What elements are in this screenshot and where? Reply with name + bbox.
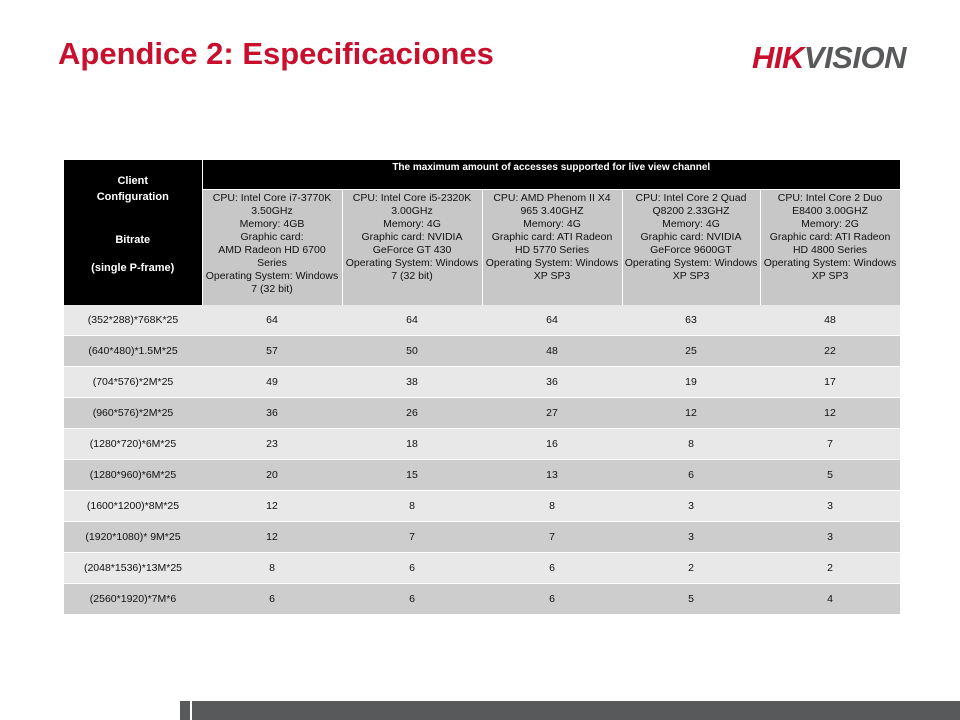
channel-count-cell: 8 — [482, 491, 622, 522]
config-header-cell — [622, 190, 760, 306]
channel-count-cell: 17 — [760, 367, 900, 398]
bitrate-cell: (2048*1536)*13M*25 — [64, 553, 202, 584]
channel-count-cell: 63 — [622, 305, 760, 336]
channel-count-cell: 6 — [622, 460, 760, 491]
config-line: Memory: 4G — [523, 218, 581, 230]
footer-notch — [180, 701, 190, 720]
channel-count-cell: 2 — [622, 553, 760, 584]
bitrate-cell: (704*576)*2M*25 — [64, 367, 202, 398]
config-header-cell — [202, 190, 342, 306]
config-line: Memory: 4G — [383, 218, 441, 230]
table-row — [64, 460, 900, 491]
corner-client-label: Client — [117, 175, 149, 187]
corner-header-cell — [64, 160, 202, 305]
config-header-cell — [482, 190, 622, 306]
config-line: CPU: Intel Core 2 Duo E8400 3.00GHZ — [777, 192, 883, 217]
channel-count-cell: 3 — [622, 522, 760, 553]
channel-count-cell: 64 — [202, 305, 342, 336]
config-line: CPU: Intel Core 2 Quad Q8200 2.33GHZ — [635, 192, 747, 217]
channel-count-cell: 6 — [342, 553, 482, 584]
channel-count-cell: 6 — [342, 584, 482, 615]
config-line: Operating System: Windows 7 (32 bit) — [205, 270, 339, 295]
channel-count-cell: 26 — [342, 398, 482, 429]
config-line: Operating System: Windows XP SP3 — [485, 257, 619, 282]
channel-count-cell: 3 — [760, 522, 900, 553]
channel-count-cell: 64 — [342, 305, 482, 336]
channel-count-cell: 23 — [202, 429, 342, 460]
channel-count-cell: 22 — [760, 336, 900, 367]
max-access-header: The maximum amount of accesses supported for live view channel — [202, 160, 900, 190]
bitrate-cell: (960*576)*2M*25 — [64, 398, 202, 429]
corner-pframe-label: (single P-frame) — [91, 262, 175, 274]
table-row — [64, 429, 900, 460]
channel-count-cell: 8 — [342, 491, 482, 522]
channel-count-cell: 12 — [760, 398, 900, 429]
channel-count-cell: 6 — [482, 553, 622, 584]
channel-count-cell: 16 — [482, 429, 622, 460]
config-line: Graphic card: NVIDIA GeForce 9600GT — [640, 231, 742, 256]
channel-count-cell: 27 — [482, 398, 622, 429]
table-row — [64, 522, 900, 553]
channel-count-cell: 7 — [342, 522, 482, 553]
config-line: Operating System: Windows 7 (32 bit) — [345, 257, 479, 282]
channel-count-cell: 13 — [482, 460, 622, 491]
config-line: CPU: Intel Core i5-2320K 3.00GHz — [352, 192, 472, 217]
table-row — [64, 336, 900, 367]
corner-bitrate-label: Bitrate — [115, 234, 151, 246]
logo-part-vision: VISION — [803, 40, 906, 75]
channel-count-cell: 25 — [622, 336, 760, 367]
channel-count-cell: 19 — [622, 367, 760, 398]
channel-count-cell: 36 — [202, 398, 342, 429]
config-line: AMD Radeon HD 6700 Series — [218, 244, 326, 269]
channel-count-cell: 38 — [342, 367, 482, 398]
channel-count-cell: 48 — [482, 336, 622, 367]
bitrate-cell: (1920*1080)* 9M*25 — [64, 522, 202, 553]
table-row — [64, 584, 900, 615]
table-row — [64, 367, 900, 398]
channel-count-cell: 48 — [760, 305, 900, 336]
config-header-cell — [760, 190, 900, 306]
config-line: Memory: 2G — [801, 218, 859, 230]
channel-count-cell: 12 — [622, 398, 760, 429]
table-row — [64, 305, 900, 336]
channel-count-cell: 6 — [482, 584, 622, 615]
bitrate-cell: (1600*1200)*8M*25 — [64, 491, 202, 522]
channel-count-cell: 64 — [482, 305, 622, 336]
channel-count-cell: 8 — [202, 553, 342, 584]
slide-title: Apendice 2: Especificaciones — [58, 36, 494, 71]
config-line: Operating System: Windows XP SP3 — [763, 257, 897, 282]
hikvision-logo — [752, 40, 906, 76]
channel-count-cell: 5 — [622, 584, 760, 615]
channel-count-cell: 4 — [760, 584, 900, 615]
bitrate-cell: (640*480)*1.5M*25 — [64, 336, 202, 367]
channel-count-cell: 57 — [202, 336, 342, 367]
bitrate-cell: (1280*960)*6M*25 — [64, 460, 202, 491]
config-line: Graphic card: ATI Radeon HD 5770 Series — [491, 231, 613, 256]
bitrate-cell: (1280*720)*6M*25 — [64, 429, 202, 460]
config-line: CPU: Intel Core i7-3770K 3.50GHz — [212, 192, 332, 217]
channel-count-cell: 3 — [760, 491, 900, 522]
spec-table — [64, 160, 901, 615]
table-row — [64, 491, 900, 522]
channel-count-cell: 18 — [342, 429, 482, 460]
logo-part-hik: HIK — [752, 40, 804, 75]
channel-count-cell: 2 — [760, 553, 900, 584]
channel-count-cell: 15 — [342, 460, 482, 491]
channel-count-cell: 8 — [622, 429, 760, 460]
channel-count-cell: 3 — [622, 491, 760, 522]
config-header-cell — [342, 190, 482, 306]
config-line: Memory: 4G — [662, 218, 720, 230]
config-line: Graphic card: — [240, 231, 304, 243]
bitrate-cell: (2560*1920)*7M*6 — [64, 584, 202, 615]
channel-count-cell: 7 — [760, 429, 900, 460]
channel-count-cell: 12 — [202, 491, 342, 522]
channel-count-cell: 20 — [202, 460, 342, 491]
config-line: CPU: AMD Phenom II X4 965 3.40GHZ — [493, 192, 611, 217]
config-line: Graphic card: ATI Radeon HD 4800 Series — [769, 231, 891, 256]
corner-configuration-label: Configuration — [96, 191, 169, 203]
config-line: Memory: 4GB — [239, 218, 305, 230]
footer-bar — [192, 701, 960, 720]
config-line: Operating System: Windows XP SP3 — [624, 257, 758, 282]
bitrate-cell: (352*288)*768K*25 — [64, 305, 202, 336]
channel-count-cell: 5 — [760, 460, 900, 491]
config-line: Graphic card: NVIDIA GeForce GT 430 — [361, 231, 463, 256]
table-row — [64, 553, 900, 584]
channel-count-cell: 12 — [202, 522, 342, 553]
channel-count-cell: 49 — [202, 367, 342, 398]
channel-count-cell: 6 — [202, 584, 342, 615]
channel-count-cell: 7 — [482, 522, 622, 553]
channel-count-cell: 36 — [482, 367, 622, 398]
table-row — [64, 398, 900, 429]
channel-count-cell: 50 — [342, 336, 482, 367]
